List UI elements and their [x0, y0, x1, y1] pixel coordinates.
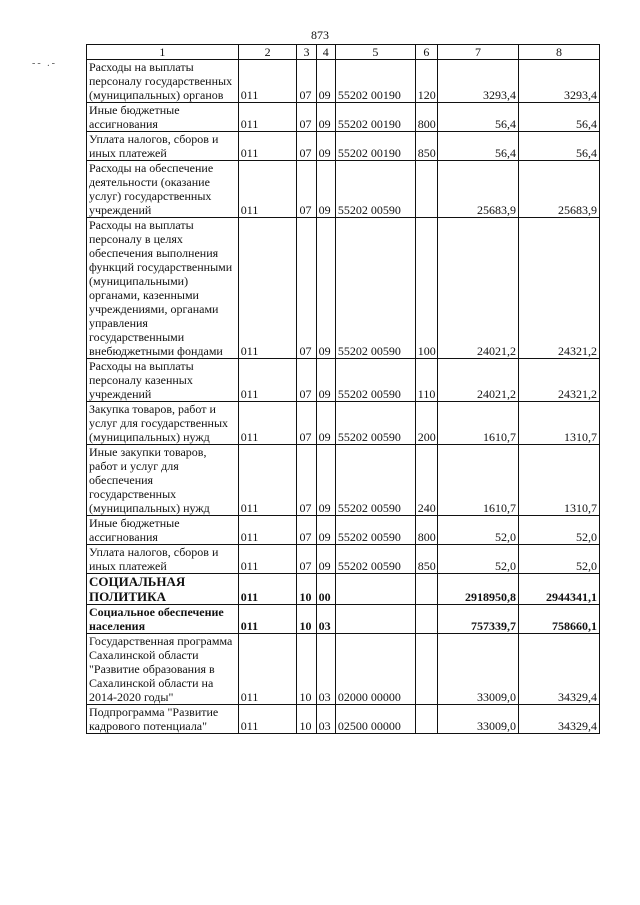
- expense-type-cell: 200: [415, 402, 437, 445]
- subsection-code-cell: 09: [316, 161, 335, 218]
- ministry-code-cell: 011: [238, 545, 297, 574]
- ministry-code-cell: 011: [238, 103, 297, 132]
- target-article-cell: 55202 00590: [335, 445, 415, 516]
- subsection-code-cell: 09: [316, 516, 335, 545]
- row-name-cell: СОЦИАЛЬНАЯ ПОЛИТИКА: [87, 574, 239, 605]
- margin-mark: -- .-: [32, 58, 57, 69]
- target-article-cell: 55202 00190: [335, 132, 415, 161]
- subsection-code-cell: 03: [316, 634, 335, 705]
- section-code-cell: 07: [297, 359, 316, 402]
- subsection-code-cell: 09: [316, 545, 335, 574]
- row-name-cell: Уплата налогов, сборов и иных платежей: [87, 545, 239, 574]
- amount-year2-cell: 1310,7: [518, 402, 599, 445]
- subsection-code-cell: 09: [316, 132, 335, 161]
- amount-year2-cell: 3293,4: [518, 60, 599, 103]
- amount-year1-cell: 3293,4: [438, 60, 519, 103]
- amount-year2-cell: 52,0: [518, 516, 599, 545]
- row-name-cell: Иные закупки товаров, работ и услуг для обеспечения государственных (муниципальных) нужд: [87, 445, 239, 516]
- table-row: [87, 574, 600, 605]
- section-code-cell: 10: [297, 605, 316, 634]
- section-code-cell: 07: [297, 445, 316, 516]
- target-article-cell: 55202 00590: [335, 359, 415, 402]
- target-article-cell: 02500 00000: [335, 705, 415, 734]
- row-name-cell: Иные бюджетные ассигнования: [87, 516, 239, 545]
- table-row: [87, 605, 600, 634]
- section-code-cell: 07: [297, 545, 316, 574]
- target-article-cell: 55202 00590: [335, 516, 415, 545]
- amount-year1-cell: 33009,0: [438, 705, 519, 734]
- ministry-code-cell: 011: [238, 218, 297, 359]
- expense-type-cell: [415, 705, 437, 734]
- table-row: [87, 545, 600, 574]
- row-name-cell: Расходы на обеспечение деятельности (оказание услуг) государственных учреждений: [87, 161, 239, 218]
- ministry-code-cell: 011: [238, 574, 297, 605]
- section-code-cell: 07: [297, 402, 316, 445]
- expense-type-cell: [415, 161, 437, 218]
- amount-year2-cell: 24321,2: [518, 218, 599, 359]
- row-name-cell: Расходы на выплаты персоналу казенных учреждений: [87, 359, 239, 402]
- expense-type-cell: [415, 574, 437, 605]
- expense-type-cell: 120: [415, 60, 437, 103]
- amount-year2-cell: 24321,2: [518, 359, 599, 402]
- amount-year1-cell: 52,0: [438, 516, 519, 545]
- amount-year1-cell: 52,0: [438, 545, 519, 574]
- target-article-cell: 55202 00590: [335, 545, 415, 574]
- target-article-cell: 55202 00590: [335, 161, 415, 218]
- subsection-code-cell: 03: [316, 705, 335, 734]
- amount-year2-cell: 34329,4: [518, 634, 599, 705]
- amount-year1-cell: 25683,9: [438, 161, 519, 218]
- row-name-cell: Государственная программа Сахалинской области "Развитие образования в Сахалинской области на 2014-2020 годы": [87, 634, 239, 705]
- amount-year1-cell: 1610,7: [438, 402, 519, 445]
- section-code-cell: 10: [297, 634, 316, 705]
- table-row: [87, 60, 600, 103]
- ministry-code-cell: 011: [238, 605, 297, 634]
- expense-type-cell: 100: [415, 218, 437, 359]
- amount-year1-cell: 2918950,8: [438, 574, 519, 605]
- amount-year1-cell: 33009,0: [438, 634, 519, 705]
- table-row: [87, 445, 600, 516]
- target-article-cell: 55202 00190: [335, 60, 415, 103]
- table-row: [87, 132, 600, 161]
- ministry-code-cell: 011: [238, 705, 297, 734]
- expense-type-cell: 850: [415, 132, 437, 161]
- amount-year1-cell: 757339,7: [438, 605, 519, 634]
- expense-type-cell: 800: [415, 516, 437, 545]
- row-name-cell: Расходы на выплаты персоналу государственных (муниципальных) органов: [87, 60, 239, 103]
- ministry-code-cell: 011: [238, 60, 297, 103]
- table-row: [87, 218, 600, 359]
- expense-type-cell: [415, 605, 437, 634]
- ministry-code-cell: 011: [238, 359, 297, 402]
- table-row: [87, 516, 600, 545]
- section-code-cell: 10: [297, 705, 316, 734]
- amount-year2-cell: 1310,7: [518, 445, 599, 516]
- subsection-code-cell: 09: [316, 359, 335, 402]
- amount-year2-cell: 56,4: [518, 132, 599, 161]
- subsection-code-cell: 09: [316, 402, 335, 445]
- expense-type-cell: 850: [415, 545, 437, 574]
- amount-year1-cell: 24021,2: [438, 218, 519, 359]
- subsection-code-cell: 09: [316, 445, 335, 516]
- amount-year1-cell: 24021,2: [438, 359, 519, 402]
- target-article-cell: 55202 00190: [335, 103, 415, 132]
- subsection-code-cell: 09: [316, 60, 335, 103]
- target-article-cell: 55202 00590: [335, 402, 415, 445]
- amount-year2-cell: 56,4: [518, 103, 599, 132]
- table-row: [87, 359, 600, 402]
- page-number: 873: [311, 28, 329, 42]
- expense-type-cell: [415, 634, 437, 705]
- table-row: [87, 634, 600, 705]
- amount-year1-cell: 56,4: [438, 103, 519, 132]
- amount-year1-cell: 56,4: [438, 132, 519, 161]
- subsection-code-cell: 00: [316, 574, 335, 605]
- expense-type-cell: 240: [415, 445, 437, 516]
- column-header: 4: [316, 45, 335, 60]
- amount-year2-cell: 2944341,1: [518, 574, 599, 605]
- amount-year2-cell: 25683,9: [518, 161, 599, 218]
- subsection-code-cell: 09: [316, 103, 335, 132]
- section-code-cell: 10: [297, 574, 316, 605]
- section-code-cell: 07: [297, 218, 316, 359]
- subsection-code-cell: 09: [316, 218, 335, 359]
- table-row: [87, 161, 600, 218]
- section-code-cell: 07: [297, 103, 316, 132]
- expense-type-cell: 800: [415, 103, 437, 132]
- column-header: 3: [297, 45, 316, 60]
- amount-year2-cell: 52,0: [518, 545, 599, 574]
- table-row: [87, 402, 600, 445]
- amount-year1-cell: 1610,7: [438, 445, 519, 516]
- column-header: 8: [518, 45, 599, 60]
- section-code-cell: 07: [297, 60, 316, 103]
- row-name-cell: Подпрограмма "Развитие кадрового потенциала": [87, 705, 239, 734]
- target-article-cell: 02000 00000: [335, 634, 415, 705]
- ministry-code-cell: 011: [238, 132, 297, 161]
- amount-year2-cell: 34329,4: [518, 705, 599, 734]
- section-code-cell: 07: [297, 516, 316, 545]
- expense-type-cell: 110: [415, 359, 437, 402]
- column-header: 2: [238, 45, 297, 60]
- section-code-cell: 07: [297, 161, 316, 218]
- table-row: [87, 103, 600, 132]
- row-name-cell: Социальное обеспечение населения: [87, 605, 239, 634]
- column-header: 5: [335, 45, 415, 60]
- ministry-code-cell: 011: [238, 445, 297, 516]
- column-header: 6: [415, 45, 437, 60]
- target-article-cell: 55202 00590: [335, 218, 415, 359]
- table-row: [87, 705, 600, 734]
- row-name-cell: Закупка товаров, работ и услуг для государственных (муниципальных) нужд: [87, 402, 239, 445]
- ministry-code-cell: 011: [238, 516, 297, 545]
- ministry-code-cell: 011: [238, 634, 297, 705]
- ministry-code-cell: 011: [238, 161, 297, 218]
- header-row: [87, 45, 600, 60]
- subsection-code-cell: 03: [316, 605, 335, 634]
- column-header: 7: [438, 45, 519, 60]
- amount-year2-cell: 758660,1: [518, 605, 599, 634]
- target-article-cell: [335, 605, 415, 634]
- row-name-cell: Расходы на выплаты персоналу в целях обеспечения выполнения функций государственными (муниципальными) органами, казенными учреждениями, органами управления государственными внебюджетными фондами: [87, 218, 239, 359]
- budget-table: [86, 44, 600, 734]
- row-name-cell: Иные бюджетные ассигнования: [87, 103, 239, 132]
- target-article-cell: [335, 574, 415, 605]
- ministry-code-cell: 011: [238, 402, 297, 445]
- section-code-cell: 07: [297, 132, 316, 161]
- column-header: 1: [87, 45, 239, 60]
- table-body: [87, 60, 600, 734]
- row-name-cell: Уплата налогов, сборов и иных платежей: [87, 132, 239, 161]
